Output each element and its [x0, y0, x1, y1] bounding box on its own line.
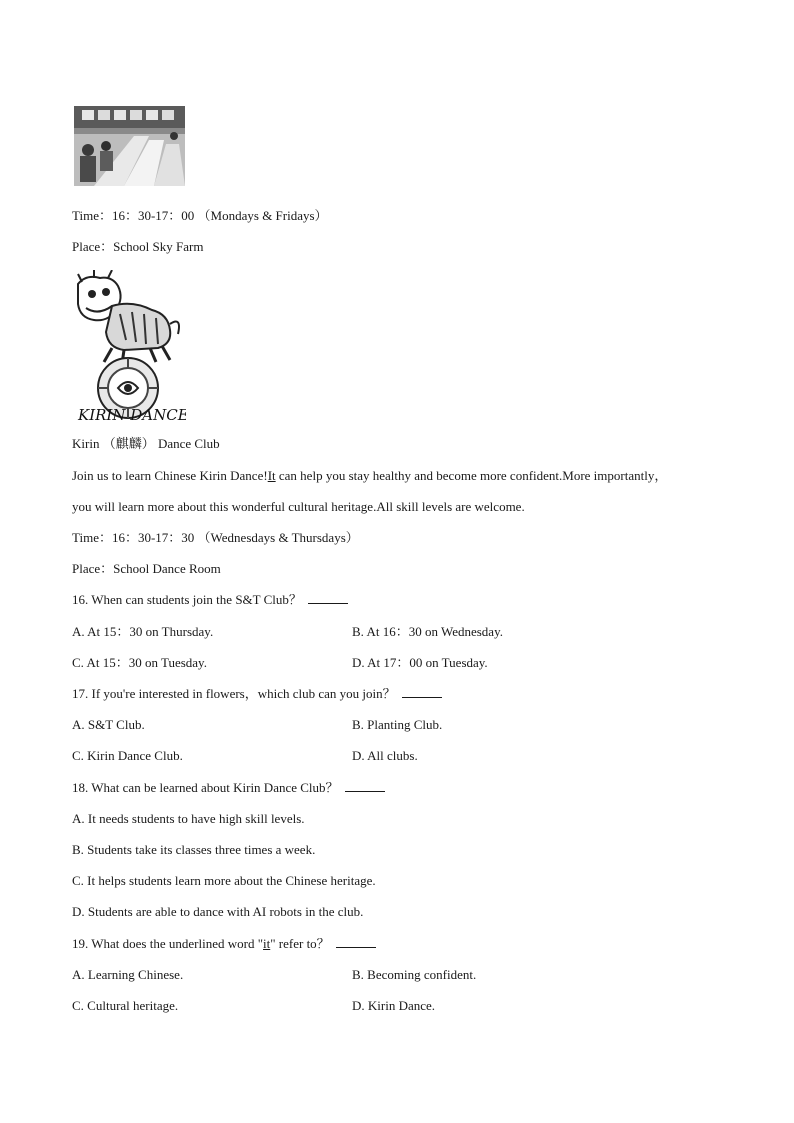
q18-option-d[interactable]: D. Students are able to dance with AI robots in the club.	[72, 904, 364, 919]
q17-option-d[interactable]: D. All clubs.	[352, 748, 418, 763]
club-a-time: Time：16：30-17：00 （Mondays & Fridays）	[72, 208, 328, 223]
q17-option-c[interactable]: C. Kirin Dance Club.	[72, 748, 183, 763]
answer-blank[interactable]	[402, 686, 442, 698]
kirin-desc-line-2: you will learn more about this wonderful cultural heritage.All skill levels are welcome.	[72, 499, 525, 514]
q19-option-d[interactable]: D. Kirin Dance.	[352, 998, 436, 1013]
club-photo	[74, 106, 185, 186]
answer-blank[interactable]	[308, 592, 348, 604]
question-19: 19. What does the underlined word "it" refer to？	[72, 936, 376, 952]
kirin-time: Time：16：30-17：30 （Wednesdays & Thursdays）	[72, 530, 359, 545]
question-18: 18. What can be learned about Kirin Dance Club？	[72, 780, 385, 796]
kirin-desc-line-1: Join us to learn Chinese Kirin Dance!It can help you stay healthy and become more confident.More importantly，	[72, 468, 668, 483]
kirin-dance-logo	[72, 270, 186, 422]
q19-option-a[interactable]: A. Learning Chinese.	[72, 967, 184, 982]
q18-option-a[interactable]: A. It needs students to have high skill levels.	[72, 811, 305, 826]
svg-text:KIRIN DANCE: KIRIN DANCE	[78, 406, 186, 422]
q18-option-b[interactable]: B. Students take its classes three times a week.	[72, 842, 316, 857]
kirin-place: Place：School Dance Room	[72, 561, 221, 576]
question-16: 16. When can students join the S&T Club？	[72, 592, 348, 608]
answer-blank[interactable]	[336, 936, 376, 948]
q17-option-b[interactable]: B. Planting Club.	[352, 717, 443, 732]
kirin-club-title: Kirin （麒麟） Dance Club	[72, 436, 220, 451]
club-a-place: Place：School Sky Farm	[72, 239, 204, 254]
q16-option-b[interactable]: B. At 16：30 on Wednesday.	[352, 624, 503, 639]
answer-blank[interactable]	[345, 780, 385, 792]
q16-option-d[interactable]: D. At 17：00 on Tuesday.	[352, 655, 488, 670]
q19-option-c[interactable]: C. Cultural heritage.	[72, 998, 179, 1013]
q17-option-a[interactable]: A. S&T Club.	[72, 717, 145, 732]
q16-option-c[interactable]: C. At 15：30 on Tuesday.	[72, 655, 207, 670]
q16-option-a[interactable]: A. At 15：30 on Thursday.	[72, 624, 214, 639]
underlined-it: It	[267, 468, 276, 483]
q19-option-b[interactable]: B. Becoming confident.	[352, 967, 477, 982]
q18-option-c[interactable]: C. It helps students learn more about the Chinese heritage.	[72, 873, 376, 888]
question-17: 17. If you're interested in flowers，which club can you join？	[72, 686, 442, 702]
